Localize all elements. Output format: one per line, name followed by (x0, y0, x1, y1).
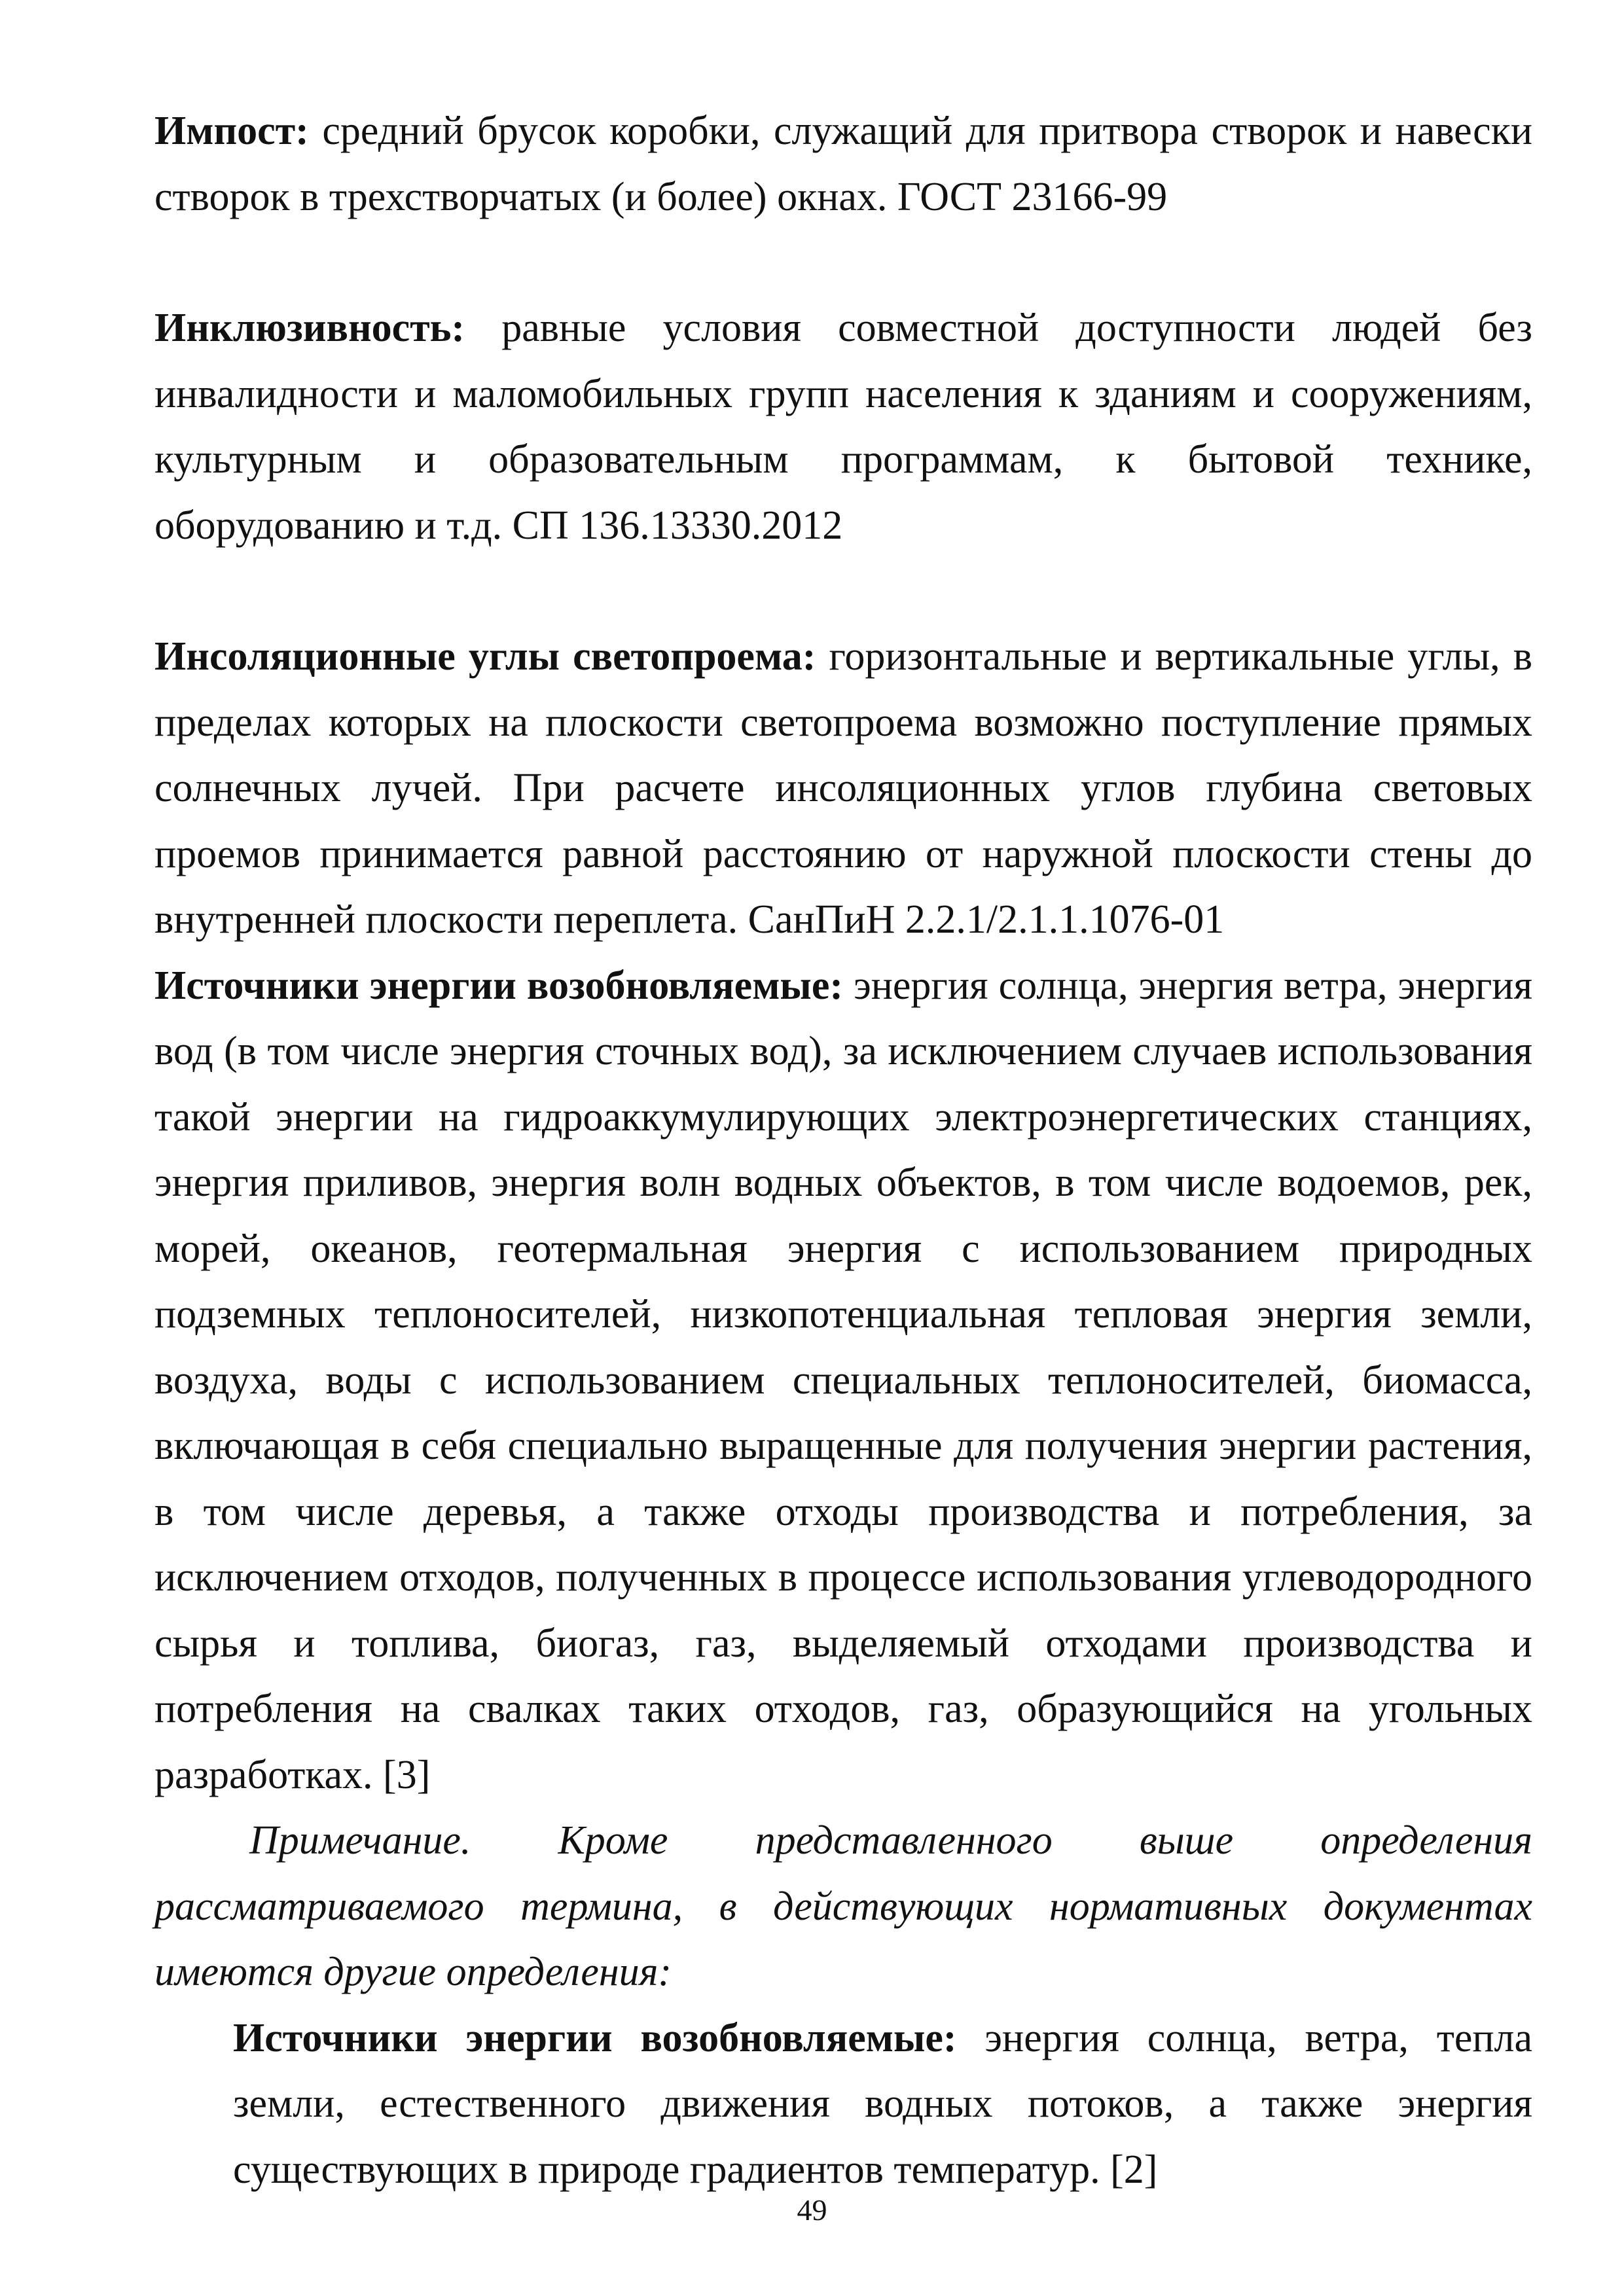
alternative-definition (233, 2005, 1532, 2203)
term-renewable-energy: Источники энергии возобновляемые: (154, 963, 843, 1008)
definition-entry-renewable-energy (154, 953, 1532, 1808)
definition-inclusivity: равные условия совместной доступности людей без инвалидности и маломобильных групп населения к зданиям и сооружениям, культурным и образовательным программам, к бытовой технике, оборудованию и т.д. СП 136.13330.2012 (154, 306, 1532, 548)
definition-insolation-angles: горизонтальные и вертикальные углы, в пределах которых на плоскости светопроема возможно поступление прямых солнечных лучей. При расчете инсоляционных углов глубина световых проемов принимается равной расстоянию от наружной плоскости стены до внутренней плоскости переплета. СанПиН 2.2.1/2.1.1.1076-01 (154, 634, 1532, 942)
term-impost: Импост: (154, 109, 309, 153)
alternative-definition-text: энергия солнца, ветра, тепла земли, естественного движения водных потоков, а также энергия существующих в природе градиентов температур. [2] (233, 2015, 1532, 2192)
term-inclusivity: Инклюзивность: (154, 306, 465, 350)
document-page (154, 98, 1532, 2202)
definition-impost: средний брусок коробки, служащий для притвора створок и навески створок в трехстворчатых (и более) окнах. ГОСТ 23166-99 (154, 109, 1533, 219)
alternative-term: Источники энергии возобновляемые: (233, 2015, 957, 2060)
definition-entry-impost (154, 98, 1532, 230)
term-insolation-angles: Инсоляционные углы светопроема: (154, 634, 816, 679)
definition-renewable-energy: энергия солнца, энергия ветра, энергия вод (в том числе энергия сточных вод), за исключением случаев использования такой энергии на гидроаккумулирующих электроэнергетических станциях, энергия приливов, энергия волн водных объектов, в том числе водоемов, рек, морей, океанов, геотермальная энергия с использованием природных подземных теплоносителей, низкопотенциальная тепловая энергия земли, воздуха, воды с использованием специальных теплоносителей, биомасса, включающая в себя специально выращенные для получения энергии растения, в том числе деревья, а также отходы производства и потребления, за исключением отходов, полученных в процессе использования углеводородного сырья и топлива, биогаз, газ, выделяемый отходами производства и потребления на свалках таких отходов, газ, образующийся на угольных разработках. [3] (154, 963, 1532, 1797)
definition-entry-inclusivity (154, 295, 1532, 558)
page-number: 49 (797, 2193, 827, 2227)
spacer (154, 558, 1532, 624)
spacer (154, 230, 1532, 295)
definition-entry-insolation-angles (154, 624, 1532, 953)
note-paragraph: Примечание. Кроме представленного выше определения рассматриваемого термина, в действующих нормативных документах имеются другие определения: (154, 1818, 1532, 1994)
